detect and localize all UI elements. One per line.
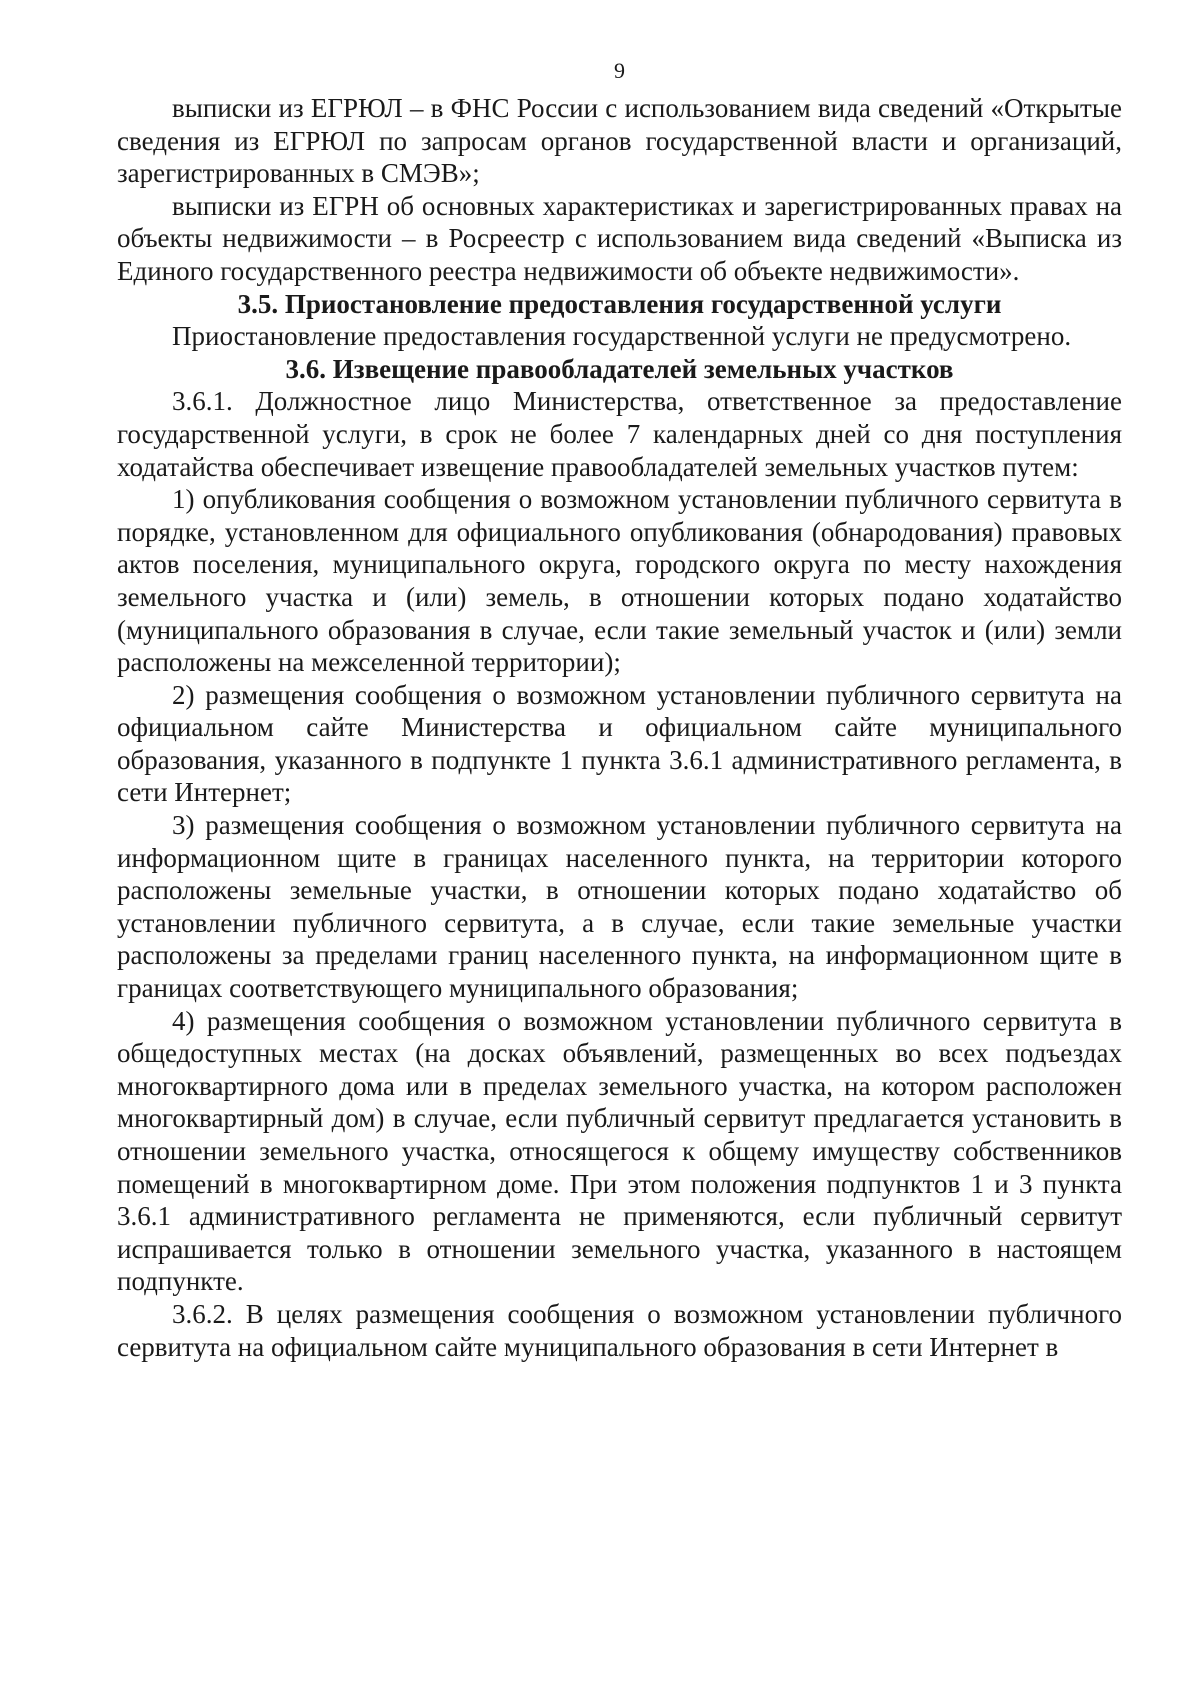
document-page [117,56,1122,1363]
section-3-5-heading: 3.5. Приостановление предоставления государственной услуги [237,288,1002,319]
page-number: 9 [614,58,625,83]
paragraph-egrn-extract: выписки из ЕГРН об основных характеристиках и зарегистрированных правах на объекты недвижимости – в Росреестр с использованием вида сведений «Выписка из Единого государственного реестра недвижимости об объекте недвижимости». [117,190,1122,286]
paragraph-egrul-extract: выписки из ЕГРЮЛ – в ФНС России с использованием вида сведений «Открытые сведения из ЕГРЮЛ по запросам органов государственной власти и организаций, зарегистрированных в СМЭВ»; [117,93,1122,189]
section-3-6-heading: 3.6. Извещение правообладателей земельных участков [285,353,954,384]
list-item-4: 4) размещения сообщения о возможном установлении публичного сервитута в общедоступных местах (на досках объявлений, размещенных во всех подъездах многоквартирного дома или в пределах земельного участка, на котором расположен многоквартирный дом) в случае, если публичный сервитут предлагается установить в отношении земельного участка, относящегося к общему имуществу собственников помещений в многоквартирном доме. При этом положения подпунктов 1 и 3 пункта 3.6.1 административного регламента не применяются, если публичный сервитут испрашивается только в отношении земельного участка, указанного в настоящем подпункте. [117,1005,1122,1297]
paragraph-3-6-1: 3.6.1. Должностное лицо Министерства, ответственное за предоставление государственной услуги, в срок не более 7 календарных дней со дня поступления ходатайства обеспечивает извещение правообладателей земельных участков путем: [117,386,1122,482]
section-3-5-text: Приостановление предоставления государственной услуги не предусмотрено. [172,321,1072,352]
list-item-2: 2) размещения сообщения о возможном установлении публичного сервитута на официальном сайте Министерства и официальном сайте муниципального образования, указанного в подпункте 1 пункта 3.6.1 административного регламента, в сети Интернет; [117,679,1122,808]
paragraph-3-6-2: 3.6.2. В целях размещения сообщения о возможном установлении публичного сервитута на официальном сайте муниципального образования в сети Интернет в [117,1298,1122,1362]
list-item-1: 1) опубликования сообщения о возможном установлении публичного сервитута в порядке, установленном для официального опубликования (обнародования) правовых актов поселения, муниципального округа, городского округа по месту нахождения земельного участка и (или) земель, в отношении которых подано ходатайство (муниципального образования в случае, если такие земельный участок и (или) земли расположены на межселенной территории); [117,484,1122,678]
list-item-3: 3) размещения сообщения о возможном установлении публичного сервитута на информационном щите в границах населенного пункта, на территории которого расположены земельные участки, в отношении которых подано ходатайство об установлении публичного сервитута, а в случае, если такие земельные участки расположены за пределами границ населенного пункта, на информационном щите в границах соответствующего муниципального образования; [117,810,1122,1004]
